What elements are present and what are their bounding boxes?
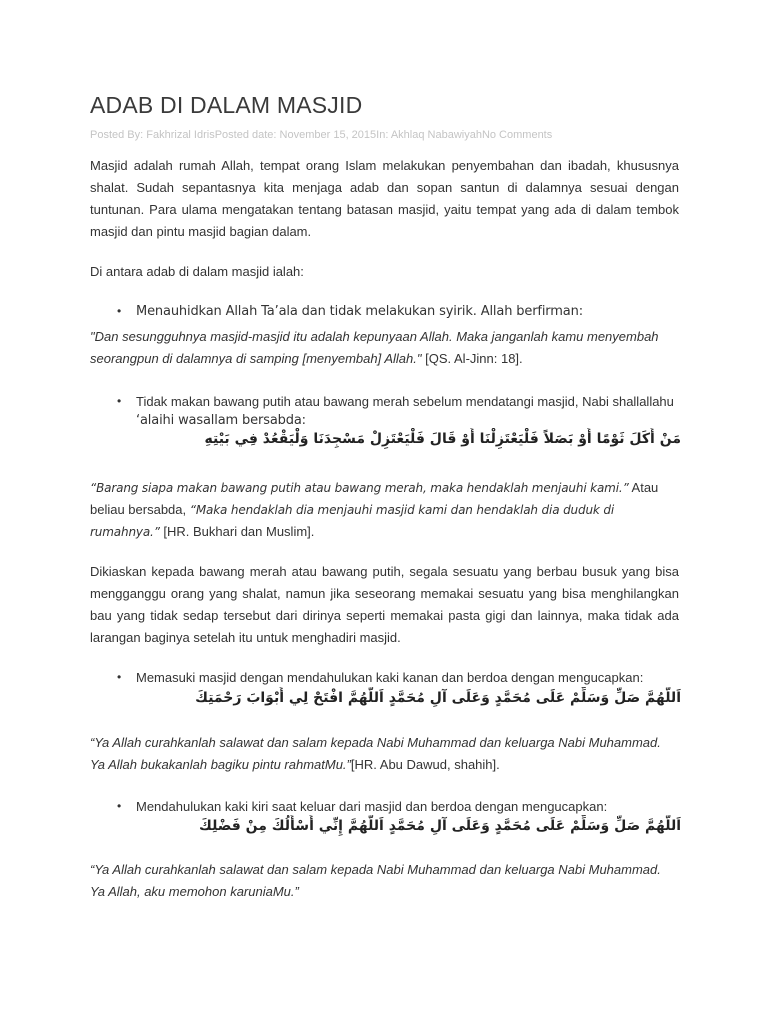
item-1-text: Menauhidkan Allah Ta’ala dan tidak melakukan syirik. Allah berfirman: — [136, 304, 583, 319]
item-4-arabic: اَللَّهُمَّ صَلِّ وَسَلِّمْ عَلَى مُحَمَّدٍ وَعَلَى آلِ مُحَمَّدٍ اَللَّهُمَّ إِنِّي أَسْأَلُكَ مِنْ فَضْلِكَ — [199, 818, 681, 834]
bullet-3: • — [117, 670, 122, 684]
item-2-text-cont: ‘alaihi wasallam bersabda: — [136, 413, 306, 428]
item-3-quote: “Ya Allah curahkanlah salawat dan salam kepada Nabi Muhammad dan keluarga Nabi Muhammad. Ya Allah bukakanlah bagiku pintu rahmatMu.” — [90, 735, 661, 772]
bullet-4: • — [117, 799, 122, 813]
item-4-text: Mendahulukan kaki kiri saat keluar dari masjid dan berdoa dengan mengucapkan: — [136, 799, 608, 814]
item-3-text: Memasuki masjid dengan mendahulukan kaki kanan dan berdoa dengan mengucapkan: — [136, 670, 644, 685]
item-1-quote: "Dan sesungguhnya masjid-masjid itu adalah kepunyaan Allah. Maka janganlah kamu menyembah seorangpun di dalamnya di samping [menyembah] Allah." — [90, 329, 659, 366]
odor-paragraph: Dikiaskan kepada bawang merah atau bawang putih, segala sesuatu yang berbau busuk yang bisa mengganggu orang yang shalat, namun jika seseorang memakai sesuatu yang bisa menghilangkan bau yang tidak sedap tersebut dari dirinya seperti memakai pasta gigi dan lainnya, maka tidak ada larangan baginya setelah itu untuk menghadiri masjid. — [90, 564, 679, 645]
item-2-text: Tidak makan bawang putih atau bawang merah sebelum mendatangi masjid, Nabi shallallahu — [136, 394, 674, 409]
item-2-quote-2: “Maka hendaklah dia menjauhi masjid kami dan hendaklah dia duduk di rumahnya.” — [90, 503, 615, 539]
item-4-quote-block — [90, 859, 679, 903]
item-2-arabic: مَنْ أَكَلَ ثَوْمًا أَوْ بَصَلاً فَلْيَعْتَزِلْنَا أَوْ قَالَ فَلْيَعْتَزِلْ مَسْجِدَنَا وَلْيَقْعُدْ فِي بَيْتِهِ — [204, 431, 681, 447]
item-2-source: [HR. Bukhari dan Muslim]. — [159, 524, 315, 539]
item-2-quote-block — [90, 477, 679, 543]
bullet-1: • — [117, 304, 122, 318]
post-meta: Posted By: Fakhrizal IdrisPosted date: November 15, 2015In: Akhlaq NabawiyahNo Comments — [90, 129, 553, 141]
intro-paragraph: Masjid adalah rumah Allah, tempat orang Islam melakukan penyembahan dan ibadah, khususnya shalat. Sudah sepantasnya kita menjaga adab dan sopan santun di dalamnya sesuai dengan tuntunan. Para ulama mengatakan tentang batasan masjid, yaitu tempat yang ada di dalam tembok masjid dan pintu masjid bagian dalam. — [90, 158, 679, 239]
bullet-2: • — [117, 394, 122, 408]
item-1-quote-block — [90, 326, 679, 370]
item-3-arabic: اَللَّهُمَّ صَلِّ وَسَلِّمْ عَلَى مُحَمَّدٍ وَعَلَى آلِ مُحَمَّدٍ اَللَّهُمَّ افْتَحْ لِي أَبْوَابَ رَحْمَتِكَ — [195, 690, 681, 706]
page-title: ADAB DI DALAM MASJID — [90, 92, 363, 118]
item-3-source: [HR. Abu Dawud, shahih]. — [350, 757, 500, 772]
item-2-quote-1: “Barang siapa makan bawang putih atau bawang merah, maka hendaklah menjauhi kami.” — [90, 481, 629, 495]
item-2-mid: Atau beliau bersabda, — [90, 480, 659, 517]
list-lead: Di antara adab di dalam masjid ialah: — [90, 264, 304, 279]
item-4-quote: “Ya Allah curahkanlah salawat dan salam kepada Nabi Muhammad dan keluarga Nabi Muhammad. Ya Allah, aku memohon karuniaMu.” — [90, 862, 661, 899]
item-1-source: [QS. Al-Jinn: 18]. — [421, 351, 523, 366]
item-3-quote-block — [90, 732, 679, 776]
